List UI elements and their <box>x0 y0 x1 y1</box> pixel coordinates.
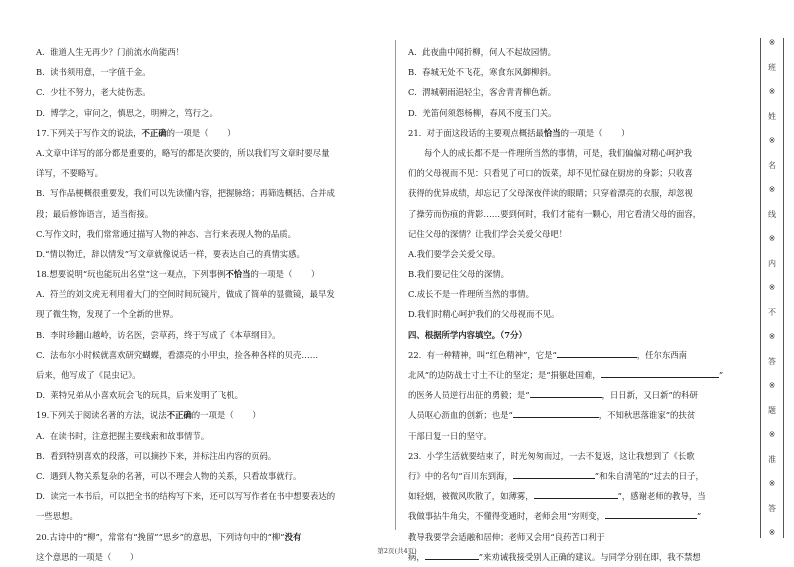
q17-stem: 17.下列关于写作文的说法，不正确的一项是（ ） <box>36 127 236 138</box>
q17-line: C.写作文时，我们常常通过描写人物的神态、言行来表现人物的品质。 <box>36 228 297 239</box>
binding-char: 不 <box>768 307 776 317</box>
q23-line: 教导我要学会适融和居伸；老师又会用“良药苦口利于 <box>408 531 605 542</box>
q23-line: 23. 小学生活就要结束了，时光匆匆而过，一去不复返，这让我想到了《长歌 <box>408 450 695 461</box>
q23-line: 病， ”来劝诫我接受别人正确的建议。与同学分别在即，我不禁想 <box>408 551 701 562</box>
binding-char: 答 <box>768 503 776 513</box>
binding-mark: ※ <box>768 185 776 194</box>
q16-option-d: D. 博学之，审问之，慎思之，明辨之，笃行之。 <box>36 107 218 118</box>
q22-blank-3[interactable] <box>530 388 602 398</box>
q20-option-a: A. 此夜曲中闻折柳，何人不起故园情。 <box>408 47 557 57</box>
binding-char: 内 <box>768 258 776 268</box>
binding-text <box>761 38 783 538</box>
q21-option-d: D.我们时精心呵护我们的父母视而不见。 <box>408 309 560 320</box>
q19-stem: 19.下列关于阅读名著的方法，说法不正确的一项是（ ） <box>36 410 261 421</box>
q17-line: B. 写作品梗概很重要发，我们可以先读懂内容，把握脉络；再筛选概括、合并成 <box>36 188 335 199</box>
q22-line: 22. 有一种精神，叫“红色精神”，它是“ ，任尔东西南 <box>408 349 687 360</box>
q22-line: 干部日复一日的坚守。 <box>408 430 492 441</box>
q23-blank-2[interactable] <box>534 489 618 499</box>
q23-blank-3[interactable] <box>605 509 697 519</box>
binding-char: 班 <box>768 62 776 72</box>
binding-mark: ※ <box>768 234 776 243</box>
q23-blank-1[interactable] <box>513 469 595 479</box>
q21-passage-line: 每个人的成长都不是一件理所当然的事情，可是，我们偏偏对精心呵护我 <box>424 147 692 158</box>
q20-option-c: C. 渭城朝雨浥轻尘，客舍青青柳色新。 <box>408 87 557 98</box>
binding-mark: ※ <box>768 87 776 96</box>
section-4-heading: 四、根据所学内容填空。（7分） <box>408 329 527 340</box>
q22-line: 的医务人员逆行出征的勇毅；是“ ，日日新，又日新”的科研 <box>408 390 698 401</box>
q18-stem: 18.想要说明“玩也能玩出名堂”这一观点，下列事例不恰当的一项是（ ） <box>36 269 320 280</box>
q18-line: C. 法布尔小时候就喜欢研究蝴蝶，看漂亮的小甲虫，捡各种各样的贝壳…… <box>36 349 319 360</box>
q17-line: 详写，不要略写。 <box>36 168 103 179</box>
q18-line: 现了微生物，发现了一个全新的世界。 <box>36 309 179 320</box>
q19-line: D. 读完一本书后，可以把全书的结构写下来，还可以写写作者在书中想要表达的 <box>36 491 336 502</box>
q19-line: C. 遇到人物关系复杂的名著，可以不理会人物的关系，只看故事就行。 <box>36 470 302 481</box>
page-number: 第2页(共4页) <box>377 547 417 555</box>
binding-char: 线 <box>768 209 776 219</box>
q22-line: 人员呕心沥血的创新；也是“ ，不知秋思落谁家”的扶贫 <box>408 410 696 421</box>
q18-line: D. 莱特兄弟从小喜欢玩会飞的玩具，后来发明了飞机。 <box>36 390 244 401</box>
binding-mark: ※ <box>768 136 776 145</box>
q18-line: B. 李时珍翻山越岭，访名医，尝草药，终于写成了《本草纲目》。 <box>36 329 281 340</box>
q20-option-b: B. 春城无处不飞花，寒食东风御柳斜。 <box>408 67 557 78</box>
q21-option-c: C.成长不是一件理所当然的事情。 <box>408 289 535 300</box>
q21-option-b: B.我们要记住父母的深情。 <box>408 269 509 280</box>
q22-line: 北风”的边防战士寸土不让的坚定；是“捐躯赴国难， ” <box>408 370 724 380</box>
q21-passage-line: 了操劳而伤痕的背影……要到何时，我们才能有一颗心，用它看清父母的面容， <box>408 208 702 219</box>
binding-mark: ※ <box>768 283 776 292</box>
q20-stem-cont: 这个意思的一项是（ ） <box>36 551 139 562</box>
q16-option-b: B. 读书须用意，一字值千金。 <box>36 67 151 78</box>
q18-line: A. 符兰的刘文虎无利用着大门的空间时间玩镜片，做成了简单的显微镜，最早发 <box>36 289 335 300</box>
q20-option-d: D. 羌笛何须怨杨柳，春风不度玉门关。 <box>408 107 557 118</box>
q19-line: 一些思想。 <box>36 511 78 522</box>
binding-mark: ※ <box>768 381 776 390</box>
binding-mark: ※ <box>768 332 776 341</box>
q17-line: A.文章中详写的部分都是重要的，略写的都是次要的，所以我们写文章时要尽量 <box>36 147 330 158</box>
binding-char: 准 <box>768 454 776 464</box>
binding-strip <box>760 38 784 538</box>
q21-stem: 21. 对于面这段话的主要观点概括最恰当的一项是（ ） <box>408 127 630 138</box>
q18-line: 后来，他写成了《昆虫记》。 <box>36 370 141 380</box>
binding-char: 名 <box>768 160 776 170</box>
q16-option-a: A. 谁道人生无再少？门前流水尚能西！ <box>36 47 185 57</box>
q21-passage-line: 获得的优异成绩，却忘记了父母深夜伴读的眼睛；只穿着漂亮的衣服，却忽视 <box>408 188 693 199</box>
q19-line: B. 看到特别喜欢的段落，可以摘抄下来，并标注出内容的页码。 <box>36 450 277 461</box>
binding-mark: ※ <box>768 38 776 47</box>
q16-option-c: C. 少壮不努力，老大徒伤悲。 <box>36 87 151 98</box>
q21-option-a: A.我们要学会关爱父母。 <box>408 248 501 259</box>
binding-char: 答 <box>768 356 776 366</box>
q17-line: 段；最后修饰语言，适当衔接。 <box>36 208 154 219</box>
left-column <box>36 42 384 567</box>
q23-line: 如轻烟，被微风吹散了，如薄雾， ”，感谢老师的教导，当 <box>408 491 706 502</box>
q21-passage-line: 们的父母视而不见：只看见了可口的饭菜，却不见忙碌在厨房的身影；只收喜 <box>408 168 693 179</box>
q22-blank-2[interactable] <box>601 368 719 378</box>
q20-stem: 20.古诗中的“柳”，常常有“挽留”“思乡”的意思，下列诗句中的“柳”没有 <box>36 531 302 542</box>
column-divider <box>395 40 396 530</box>
q23-line: 我做事拈牛角尖，不懂得变通时，老师会用“穷则变， ” <box>408 511 702 522</box>
binding-mark: ※ <box>768 479 776 488</box>
binding-mark: ※ <box>768 430 776 439</box>
q21-passage-line: 记住父母的深情？让我们学会关爱父母吧！ <box>408 228 568 239</box>
q22-blank-1[interactable] <box>557 348 637 358</box>
q19-line: A. 在读书时，注意把握主要线索和故事情节。 <box>36 430 210 441</box>
binding-char: 姓 <box>768 111 776 121</box>
binding-mark: ※ <box>768 528 776 537</box>
q17-line: D.“情以物迁，辞以情发”写文章就像说话一样，要表达自己的真情实感。 <box>36 248 305 259</box>
right-column <box>408 42 754 567</box>
binding-char: 题 <box>768 405 776 415</box>
q23-line: 行》中的名句“百川东到海， ”和朱自清笔的“过去的日子， <box>408 470 704 481</box>
q22-blank-4[interactable] <box>513 408 599 418</box>
